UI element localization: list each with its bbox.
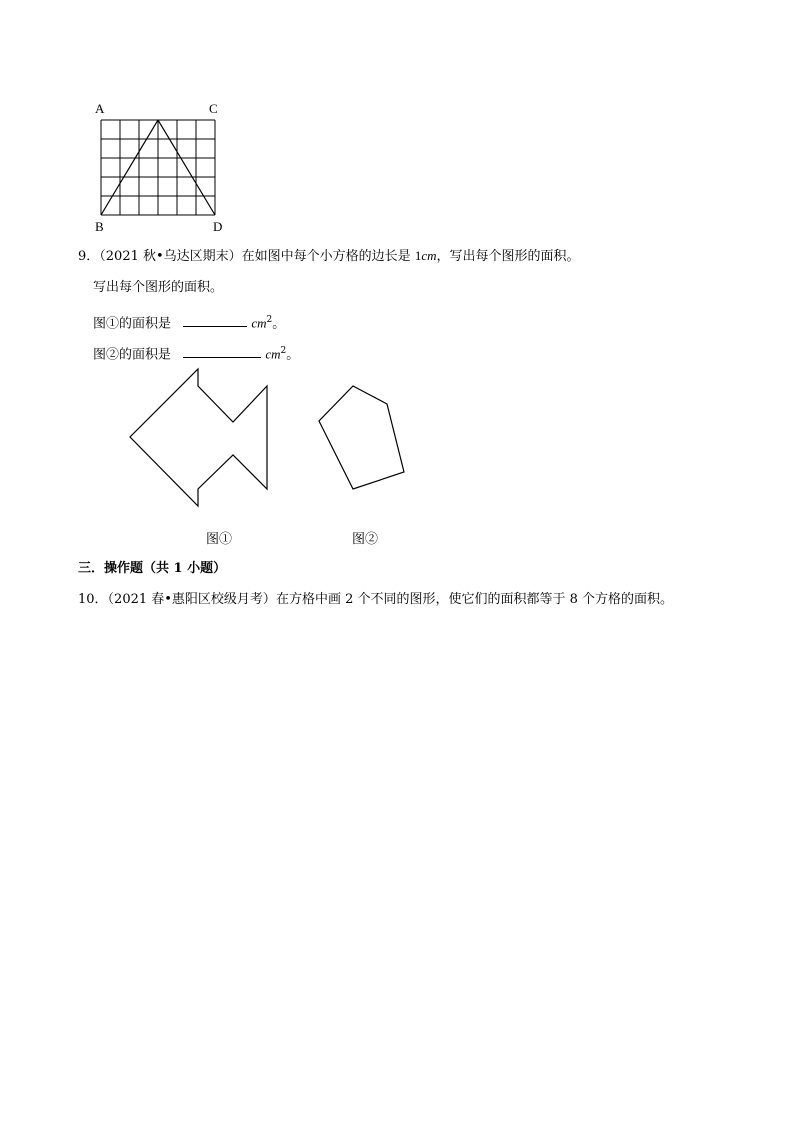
figure-2-answer-blank[interactable]	[183, 345, 261, 358]
fig-number: ①	[106, 316, 120, 332]
vertex-label-b: B	[95, 219, 104, 234]
figure-2-caption: 图②	[352, 532, 379, 547]
question-number: 10．	[78, 592, 108, 607]
side-length-value: 1	[414, 248, 422, 263]
question-number: 9．	[78, 249, 100, 264]
area-unit: cm	[251, 315, 267, 331]
vertex-label-d: D	[213, 219, 223, 234]
figure-2-area-line	[93, 343, 299, 363]
area-unit: cm	[265, 346, 281, 362]
question-text: 在方格中画 2 个不同的图形，使它们的面积都等于 8 个方格的面积。	[275, 592, 674, 607]
figure-1-answer-blank[interactable]	[183, 314, 247, 327]
fig-label-prefix: 图	[93, 316, 107, 332]
section-3-title: 三．操作题（共 1 小题）	[78, 561, 227, 576]
figure-1-shape	[130, 369, 267, 506]
period: 。	[286, 347, 300, 363]
fig-label-suffix: 的面积是	[119, 347, 172, 363]
fig-label-suffix: 的面积是	[119, 316, 172, 332]
fig-number: ②	[106, 347, 120, 363]
vertex-label-c: C	[209, 101, 218, 116]
question-source: （2021 秋•乌达区期末）	[99, 249, 242, 264]
question-text: 在如图中每个小方格的边长是	[241, 249, 415, 264]
question-10	[78, 592, 673, 608]
question-9-instruction: 写出每个图形的面积。	[93, 280, 224, 295]
question-source: （2021 春•惠阳区校级月考）	[107, 592, 276, 607]
square-grid	[101, 120, 215, 215]
area-unit-exponent: 2	[280, 346, 287, 356]
figure-1-area-line	[93, 312, 285, 332]
period: 。	[272, 316, 286, 332]
figure-2-shape	[319, 386, 404, 489]
side-length-unit: cm	[421, 248, 437, 263]
area-unit-exponent: 2	[266, 315, 273, 325]
question-text-end: ，写出每个图形的面积。	[436, 249, 580, 264]
fig-label-prefix: 图	[93, 347, 107, 363]
figure-1-caption: 图①	[206, 532, 233, 547]
vertex-label-a: A	[95, 101, 105, 116]
question-9-stem	[78, 248, 580, 265]
